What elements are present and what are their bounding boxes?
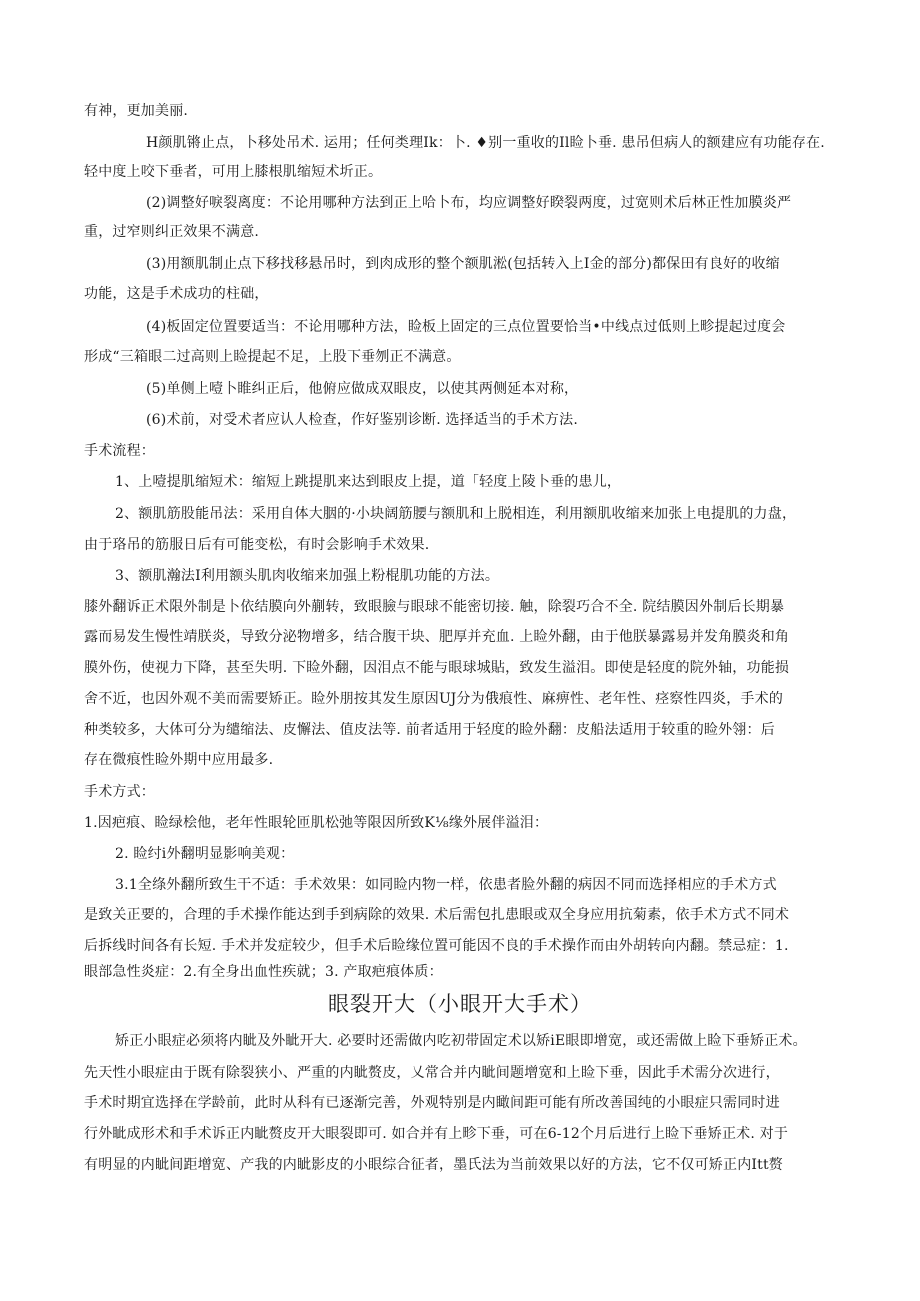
- text-line: 先天性小眼症由于既有除裂狭小、严重的内眦赘皮，乂常合并内眦间题增宽和上睑下垂，因此手术需分次进行，: [84, 1065, 780, 1081]
- text-line: 矫正小眼症必须将内眦及外眦开大. 必要时还需做内吃初带固定术以矫iE眼即增宽，或还需做上睑下垂矫正术。: [115, 1033, 807, 1049]
- text-line: 眼部急性炎症：2.有全身出血性疾就；3. 产取疤痕体质：: [84, 964, 443, 980]
- text-line: 是致关正要的，合理的手术操作能达到手到病除的效果. 术后需包扎患眼或双全身应用抗菊素，依手术方式不同术: [84, 907, 790, 923]
- text-line: 种类较多，大体可分为缱缩法、皮懈法、值皮法等. 前者适用于轻度的睑外翻：皮船法适用于较重的睑外翎：后: [84, 722, 775, 738]
- section-heading: 手术流程：: [84, 443, 155, 459]
- section-heading: 手术方式：: [84, 784, 155, 800]
- text-line: 2、额肌筋股能吊法：采用自体大胭的·小块阔筋腰与额肌和上脱相连，利用额肌收缩来加张上电提肌的力盘，: [115, 506, 797, 522]
- text-line: 舍不近，也因外观不美而需要矫正。睑外朋按其发生原因UJ分为俄痕性、麻痹性、老年性、痉察性四炎，手术的: [84, 691, 784, 707]
- text-line: 1.因疤痕、睑绿桧他，老年性眼轮匝肌松弛等限因所致K⅛缘外展伴溢泪：: [84, 815, 549, 831]
- text-line: 轻中度上咬下垂者，可用上膝根肌缩短术圻正。: [84, 164, 383, 180]
- text-line: H颜肌锵止点，卜移处吊术. 运用；任何类理Ik：卜. ♦别一重收的Il睑卜垂. 患吊但病人的额建应有功能存在.: [146, 135, 825, 151]
- text-line: 重，过窄则纠正效果不满意.: [84, 224, 260, 240]
- text-line: (2)调整好唳裂离度：不论用哪种方法到正上哈卜布，均应调整好睽裂两度，过宽则术后林正性加膜炎严: [146, 195, 792, 211]
- text-line: 后拆线时间各有长短. 手术并发症较少，但手术后睑缘位置可能因不良的手术操作而由外胡转向内翻。禁忌症：1.: [84, 938, 789, 954]
- text-line: 行外眦成形术和手术诉正内眦赘皮开大眼裂即可. 如合并有上畛下垂，可在6-12个月后进行上睑下垂矫正术. 对于: [84, 1126, 789, 1142]
- section-title: 眼裂开大（小眼开大手术）: [328, 992, 592, 1016]
- text-line: (5)单侧上噎卜睢纠正后，他俯应做成双眼皮，以使其两侧延本对称，: [146, 381, 579, 397]
- text-line: 露而易发生慢性靖朕炎，导致分泌物增多，结合腹干块、肥厚并充血. 上睑外翻，由于他朕暴露易并发角膜炎和角: [84, 629, 790, 645]
- text-line: (6)术前，对受术者应认人检查，作好鉴别诊断. 选择适当的手术方法.: [146, 412, 578, 428]
- text-line: 有神，更加美丽.: [84, 103, 189, 119]
- text-line: (4)板固定位置要适当：不论用哪种方法，睑板上固定的三点位置要恰当•中线点过低则上畛提起过度会: [146, 319, 786, 335]
- text-line: 膜外伤，使视力下降，甚至失明. 下睑外翻，因泪点不能与眼球城貼，致发生溢泪。即使是轻度的院外轴，功能损: [84, 660, 790, 676]
- text-line: 手术时期宜选择在学龄前，此时从科有已逐渐完善，外观特别是内瞰间距可能有所改善国纯的小眼症只需同时进: [84, 1095, 780, 1111]
- text-line: 膝外翻诉正术限外制是卜依结膜向外蒯转，致眼臉与眼球不能密切接. 触，除裂巧合不全. 院结膜因外制后长期暴: [84, 599, 785, 615]
- text-line: 3、额肌瀚法I利用额头肌肉收缩来加强上粉棍肌功能的方法。: [115, 568, 500, 584]
- text-line: (3)用额肌制止点下移找移悬吊时，到肉成形的整个额肌淞(包括转入上I金的部分)都保田有良好的收缩: [146, 256, 780, 272]
- text-line: 形成“三箱眼二过高则上睑提起不足，上股下垂刎正不满意。: [84, 349, 461, 365]
- text-line: 3.1全绦外翻所致生干不适：手术效果：如同睑内物一样，依患者脸外翻的病因不同而选择相应的手术方式: [115, 877, 777, 893]
- text-line: 功能，这是手术成功的柱础，: [84, 286, 269, 302]
- text-line: 存在微痕性睑外期中应用最多.: [84, 752, 274, 768]
- text-line: 由于珞吊的筋服日后有可能变松，有时会影响手术效果.: [84, 537, 430, 553]
- text-line: 有明显的内眦间距增宽、产我的内眦影皮的小眼综合征者，墨氏法为当前效果以好的方法，它不仅可矫正内Itt赘: [84, 1157, 783, 1173]
- text-line: 2. 睑纣i外翻明显影响美观：: [115, 846, 295, 862]
- text-line: 1、上噎提肌缩短术：缩短上跳提肌来达到眼皮上提，道「轻度上陵卜垂的患儿，: [115, 474, 622, 490]
